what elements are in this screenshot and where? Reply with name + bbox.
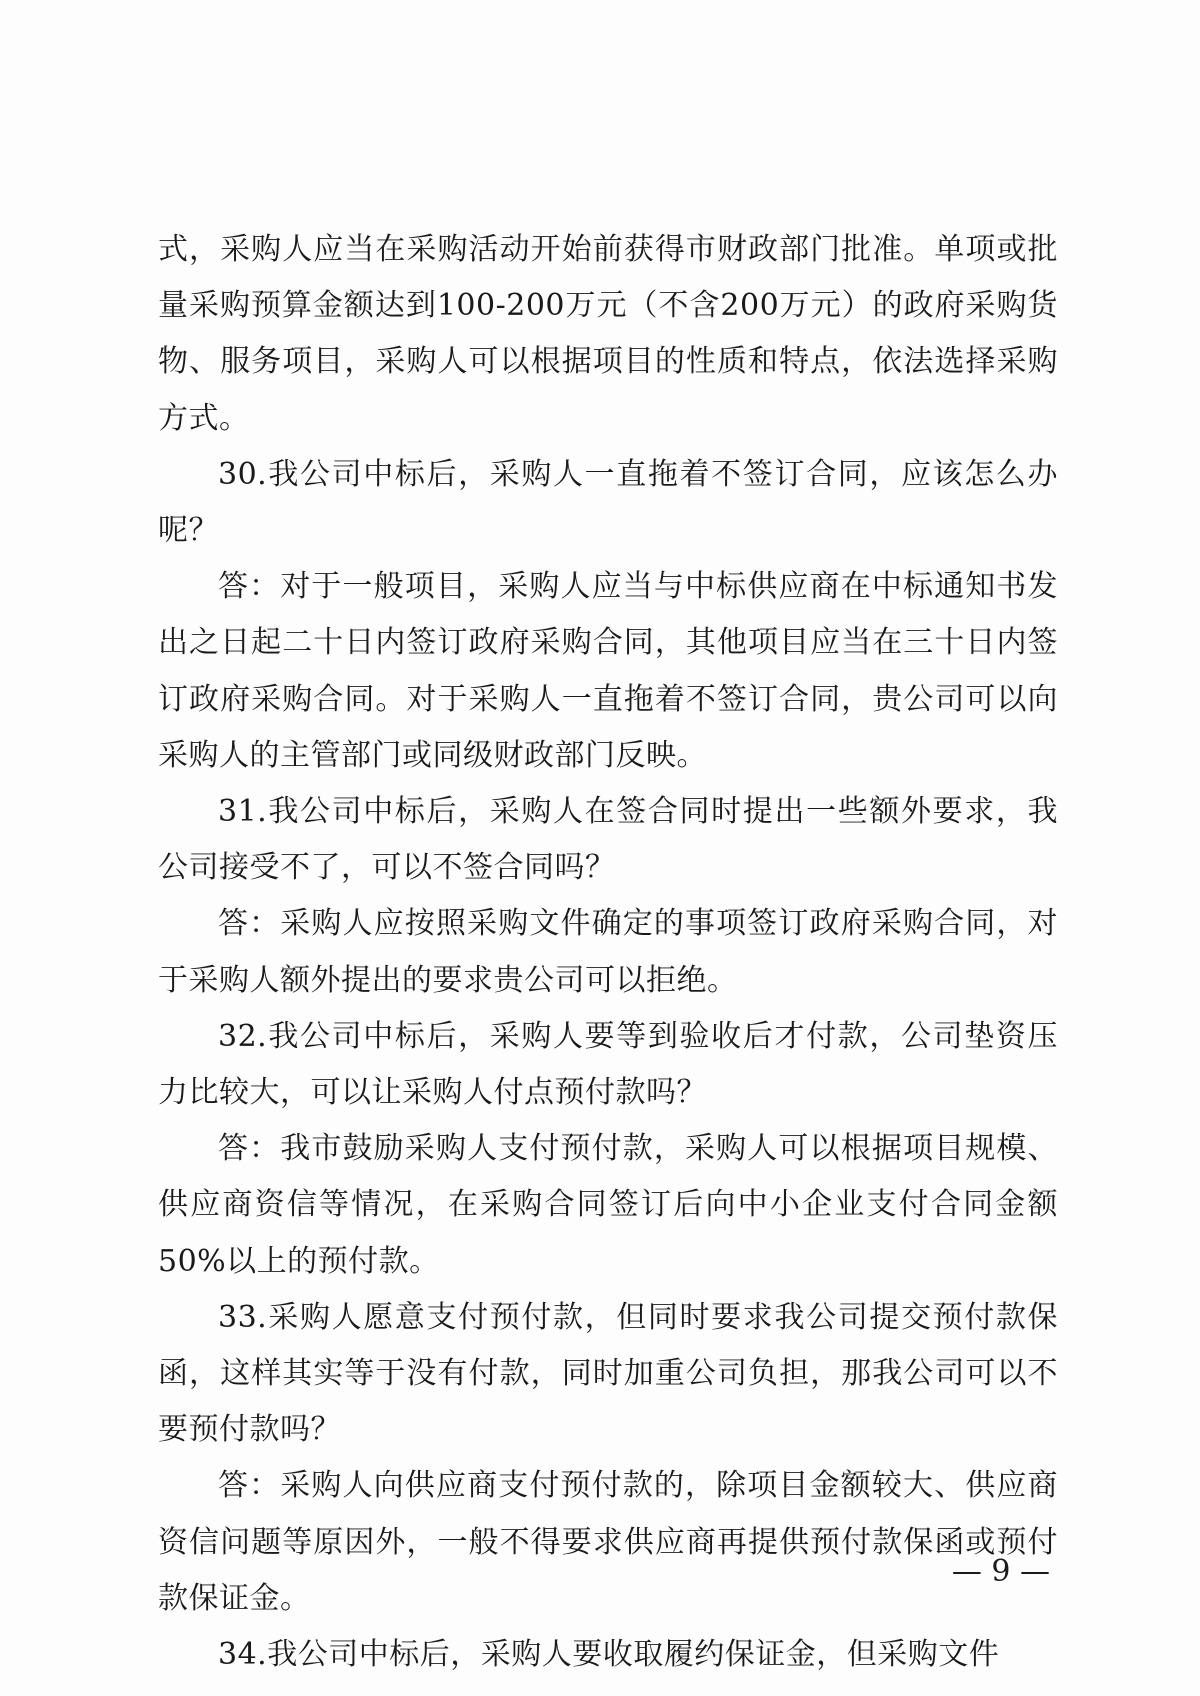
answer-31: 答：采购人应按照采购文件确定的事项签订政府采购合同，对于采购人额外提出的要求贵公司可以拒绝。 [158,906,1058,998]
question-31: 31.我公司中标后，采购人在签合同时提出一些额外要求，我公司接受不了，可以不签合同吗？ [158,794,1058,886]
answer-30: 答：对于一般项目，采购人应当与中标供应商在中标通知书发出之日起二十日内签订政府采购合同，其他项目应当在三十日内签订政府采购合同。对于采购人一直拖着不签订合同，贵公司可以向采购人的主管部门或同级财政部门反映。 [158,569,1058,773]
question-34: 34.我公司中标后，采购人要收取履约保证金，但采购文件 [218,1637,1000,1673]
document-body [158,222,1058,1683]
answer-32: 答：我市鼓励采购人支付预付款，采购人可以根据项目规模、供应商资信等情况，在采购合同签订后向中小企业支付合同金额50%以上的预付款。 [158,1131,1058,1279]
question-32: 32.我公司中标后，采购人要等到验收后才付款，公司垫资压力比较大，可以让采购人付点预付款吗？ [158,1018,1058,1111]
question-30: 30.我公司中标后，采购人一直拖着不签订合同，应该怎么办呢？ [158,456,1058,549]
answer-33: 答：采购人向供应商支付预付款的，除项目金额较大、供应商资信问题等原因外，一般不得要求供应商再提供预付款保函或预付款保证金。 [158,1468,1058,1616]
question-33: 33.采购人愿意支付预付款，但同时要求我公司提交预付款保函，这样其实等于没有付款，同时加重公司负担，那我公司可以不要预付款吗？ [158,1299,1058,1448]
page-number: — 9 — [951,1554,1050,1589]
paragraph-continuation: 式，采购人应当在采购活动开始前获得市财政部门批准。单项或批量采购预算金额达到100-200万元（不含200万元）的政府采购货物、服务项目，采购人可以根据项目的性质和特点，依法选择采购方式。 [158,232,1058,436]
